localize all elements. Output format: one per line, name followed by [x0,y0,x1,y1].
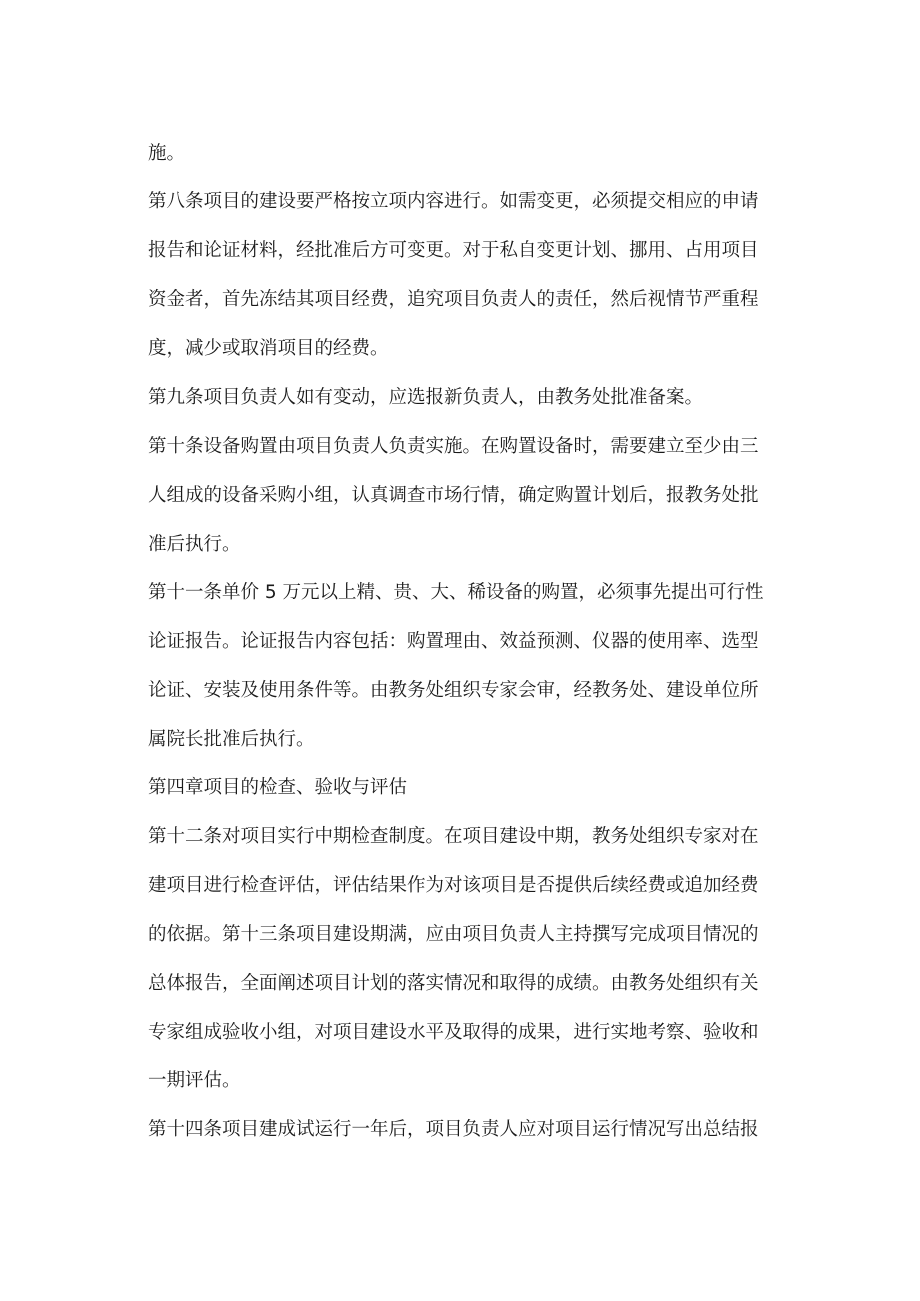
text-line: 建项目进行检查评估，评估结果作为对该项目是否提供后续经费或追加经费 [148,875,759,896]
text-line: 第九条项目负责人如有变动，应选报新负责人，由教务处批准备案。 [148,387,704,408]
text-line: 论证报告。论证报告内容包括：购置理由、效益预测、仪器的使用率、选型 [148,631,759,652]
text-line: 第十二条对项目实行中期检查制度。在项目建设中期，教务处组织专家对在 [148,826,759,847]
chapter-heading: 第四章项目的检查、验收与评估 [148,777,408,798]
text-line: 资金者，首先冻结其项目经费，追究项目负责人的责任，然后视情节严重程 [148,289,759,310]
text-line: 第十四条项目建成试运行一年后，项目负责人应对项目运行情况写出总结报 [148,1119,759,1140]
text-line: 准后执行。 [148,534,241,555]
text-line: 总体报告，全面阐述项目计划的落实情况和取得的成绩。由教务处组织有关 [148,973,759,994]
text-line: 一期评估。 [148,1070,241,1091]
text-line: 人组成的设备采购小组，认真调查市场行情，确定购置计划后，报教务处批 [148,485,759,506]
text-line: 施。 [148,143,186,164]
text-line: 的依据。第十三条项目建设期满，应由项目负责人主持撰写完成项目情况的 [148,924,759,945]
text-line: 第十一条单价 5 万元以上精、贵、大、稀设备的购置，必须事先提出可行性 [148,582,764,603]
text-line: 度，减少或取消项目的经费。 [148,338,389,359]
text-line: 论证、安装及使用条件等。由教务处组织专家会审，经教务处、建设单位所 [148,680,759,701]
text-line: 第八条项目的建设要严格按立项内容进行。如需变更，必须提交相应的申请 [148,191,759,212]
text-line: 专家组成验收小组，对项目建设水平及取得的成果，进行实地考察、验收和 [148,1022,759,1043]
text-line: 第十条设备购置由项目负责人负责实施。在购置设备时，需要建立至少由三 [148,436,759,457]
text-line: 属院长批准后执行。 [148,729,315,750]
text-line: 报告和论证材料，经批准后方可变更。对于私自变更计划、挪用、占用项目 [148,240,759,261]
